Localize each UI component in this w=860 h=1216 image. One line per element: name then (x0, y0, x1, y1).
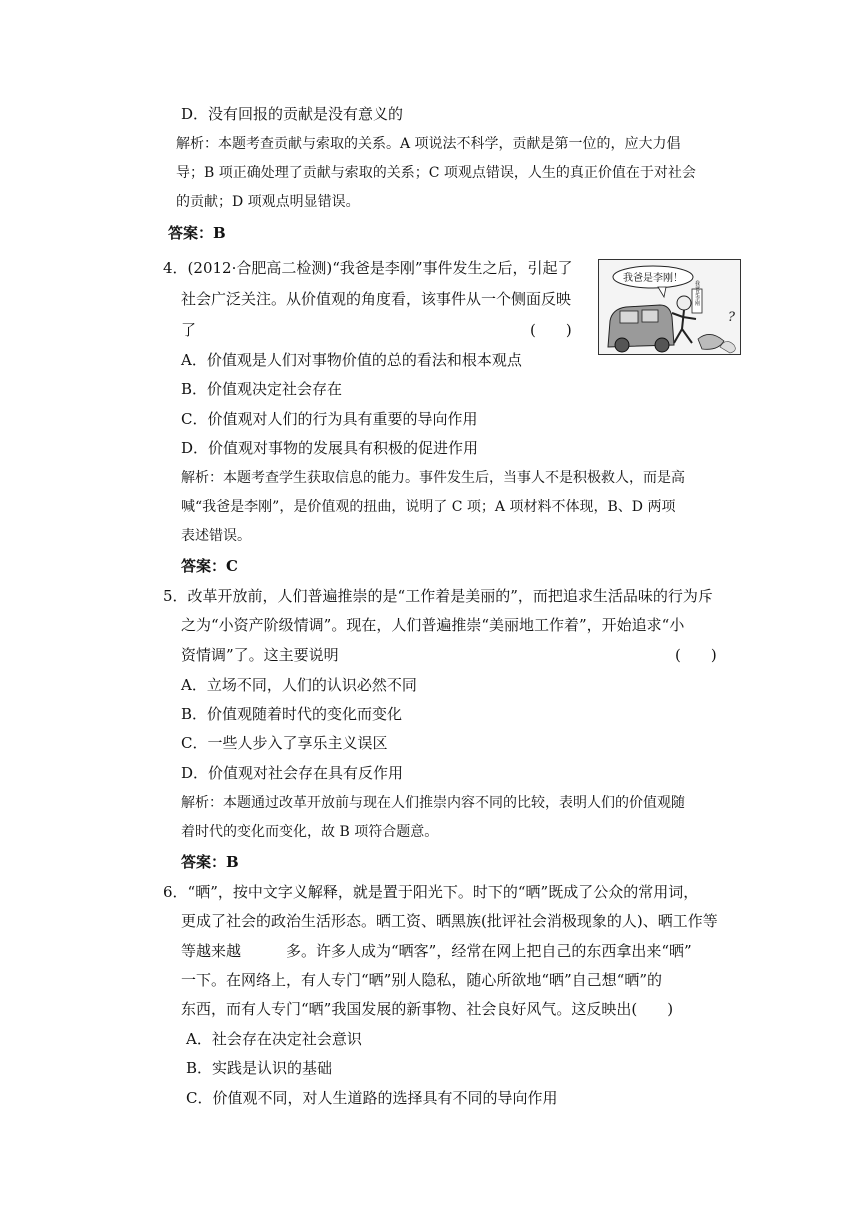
q4-analysis-line-1: 解析：本题考查学生获取信息的能力。事件发生后，当事人不是积极救人，而是高 (181, 470, 685, 486)
q5-answer-paren: ( ) (675, 646, 717, 664)
q5-option-d: D．价值观对社会存在具有反作用 (181, 764, 404, 782)
q6-stem-line-3: 等越来越 多。许多人成为“晒客”，经常在网上把自己的东西拿出来“晒” (181, 942, 692, 960)
q4-analysis-line-2: 喊“我爸是李刚”，是价值观的扭曲，说明了 C 项；A 项材料不体现，B、D 两项 (181, 499, 676, 515)
q4-stem-line-3: 了 (181, 321, 197, 339)
cartoon-image (598, 259, 741, 355)
q6-stem-line-2: 更成了社会的政治生活形态。晒工资、晒黑族(批评社会消极现象的人)、晒工作等 (181, 912, 718, 930)
q4-stem-line-1: 4．(2012·合肥高二检测)“我爸是李刚”事件发生之后，引起了 (163, 259, 573, 277)
q3-analysis-line-2: 导；B 项正确处理了贡献与索取的关系；C 项观点错误，人生的真正价值在于对社会 (176, 165, 696, 181)
q3-analysis-line-1: 解析：本题考查贡献与索取的关系。A 项说法不科学，贡献是第一位的，应大力倡 (176, 136, 681, 152)
q6-option-c: C．价值观不同，对人生道路的选择具有不同的导向作用 (186, 1089, 558, 1107)
q5-answer: 答案：B (181, 853, 239, 871)
q6-option-b: B．实践是认识的基础 (186, 1059, 333, 1077)
q5-analysis-line-2: 着时代的变化而变化，故 B 项符合题意。 (181, 824, 439, 840)
q4-analysis-line-3: 表述错误。 (181, 528, 251, 544)
q4-stem-line-2: 社会广泛关注。从价值观的角度看，该事件从一个侧面反映 (181, 290, 572, 308)
q4-answer-paren: ( ) (530, 321, 572, 339)
q6-stem-line-4: 一下。在网络上，有人专门“晒”别人隐私，随心所欲地“晒”自己想“晒”的 (181, 971, 663, 989)
q5-option-a: A．立场不同，人们的认识必然不同 (181, 676, 417, 694)
q6-option-a: A．社会存在决定社会意识 (186, 1030, 362, 1048)
q6-stem-line-1: 6．“晒”，按中文字义解释，就是置于阳光下。时下的“晒”既成了公众的常用词， (163, 883, 699, 901)
q5-stem-line-1: 5．改革开放前，人们普遍推崇的是“工作着是美丽的”，而把追求生活品味的行为斥 (163, 587, 713, 605)
q4-option-a: A．价值观是人们对事物价值的总的看法和根本观点 (181, 351, 522, 369)
q3-analysis-line-3: 的贡献；D 项观点明显错误。 (176, 194, 360, 210)
svg-text:?: ? (728, 310, 735, 325)
q5-option-c: C．一些人步入了享乐主义误区 (181, 734, 388, 752)
q5-stem-line-2: 之为“小资产阶级情调”。现在，人们普遍推崇“美丽地工作着”，开始追求“小 (181, 616, 685, 634)
q4-option-b: B．价值观决定社会存在 (181, 380, 343, 398)
q4-answer: 答案：C (181, 557, 238, 575)
q5-stem-line-3: 资情调”了。这主要说明 (181, 646, 339, 664)
q3-option-d: D．没有回报的贡献是没有意义的 (181, 105, 404, 123)
q4-option-c: C．价值观对人们的行为具有重要的导向作用 (181, 410, 478, 428)
cartoon-caption: 我爸是李刚！ (623, 273, 683, 284)
q3-answer: 答案：B (168, 224, 226, 242)
q4-option-d: D．价值观对事物的发展具有积极的促进作用 (181, 439, 479, 457)
q5-analysis-line-1: 解析：本题通过改革开放前与现在人们推崇内容不同的比较，表明人们的价值观随 (181, 795, 685, 811)
cartoon-side-text: 我爸是李刚 (694, 280, 700, 306)
q5-option-b: B．价值观随着时代的变化而变化 (181, 705, 403, 723)
q6-stem-line-5: 东西，而有人专门“晒”我国发展的新事物、社会良好风气。这反映出( ) (181, 1000, 674, 1018)
